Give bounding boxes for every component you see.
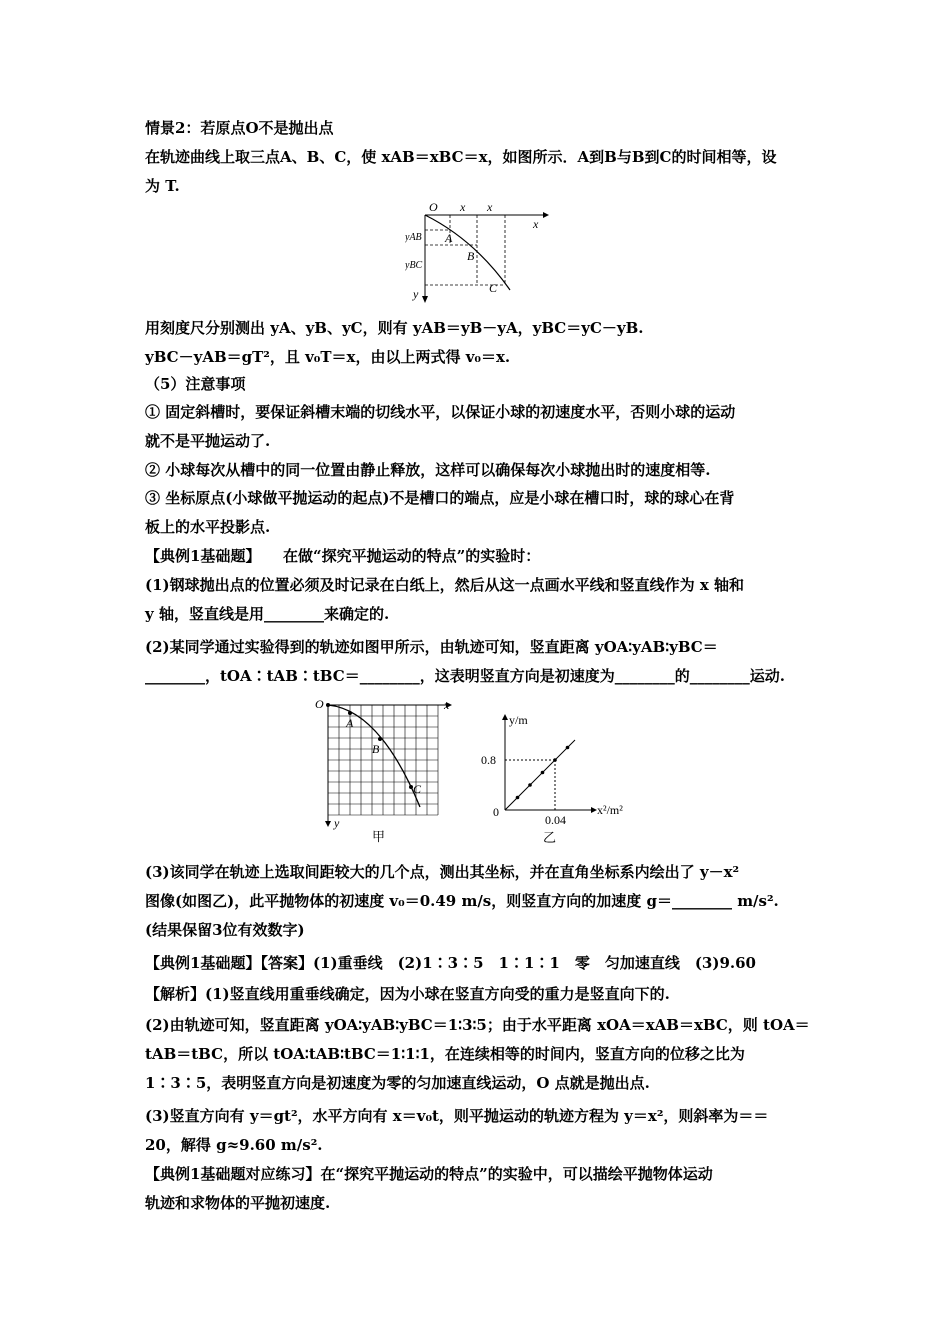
text-line: 【典例1基础题】【答案】(1)重垂线 (2)1∶3∶5 1∶1∶1 零 匀加速直线 (3)9.60: [145, 954, 756, 972]
text-line: 【典例1基础题】 在做“探究平抛运动的特点”的实验时：: [145, 547, 541, 565]
label-ybc: yBC: [405, 260, 423, 271]
text-line: 图像(如图乙)，此平抛物体的初速度 v₀＝0.49 m/s，则竖直方向的加速度 g＝________ m/s².: [145, 892, 779, 910]
label-o: O: [429, 200, 438, 214]
data-point: [541, 771, 545, 775]
data-point: [516, 796, 520, 800]
tick-y: 0.8: [481, 753, 496, 767]
text-line: tAB＝tBC，所以 tOA∶tAB∶tBC＝1∶1∶1，在连续相等的时间内，竖直方向的位移之比为: [145, 1045, 745, 1063]
text-line: y 轴，竖直线是用________来确定的.: [145, 605, 390, 623]
y-label: y/m: [509, 713, 528, 727]
text-line: (2)某同学通过实验得到的轨迹如图甲所示，由轨迹可知，竖直距离 yOA∶yAB∶yBC＝: [145, 638, 718, 656]
text-line: 板上的水平投影点.: [145, 518, 271, 536]
text-line: yBC－yAB＝gT²，且 v₀T＝x，由以上两式得 v₀＝x.: [145, 348, 511, 366]
text-line: 【解析】(1)竖直线用重垂线确定，因为小球在竖直方向受的重力是竖直向下的.: [145, 985, 670, 1003]
text-line: ② 小球每次从槽中的同一位置由静止释放，这样可以确保每次小球抛出时的速度相等.: [145, 461, 711, 479]
label-b: B: [467, 249, 475, 263]
text-line: ________，tOA∶tAB∶tBC＝________，这表明竖直方向是初速度为________的________运动.: [145, 667, 785, 685]
label-x2: x: [487, 200, 493, 214]
text-line: （5）注意事项: [145, 375, 246, 393]
label-yab: yAB: [405, 232, 422, 243]
text-line: (结果保留3位有效数字): [145, 921, 305, 939]
text-line: 【典例1基础题对应练习】在“探究平抛运动的特点”的实验中，可以描绘平抛物体运动: [145, 1165, 713, 1183]
label-c: C: [413, 782, 422, 796]
label-o: O: [315, 697, 324, 711]
text-line: ① 固定斜槽时，要保证斜槽末端的切线水平，以保证小球的初速度水平，否则小球的运动: [145, 403, 736, 421]
caption-jia: 甲: [372, 829, 386, 844]
data-point: [528, 783, 532, 787]
text-line: 20，解得 g≈9.60 m/s².: [145, 1136, 323, 1154]
figure-grid-trajectory: [310, 695, 460, 845]
text-line: (3)该同学在轨迹上选取间距较大的几个点，测出其坐标，并在直角坐标系内绘出了 y－x²: [145, 863, 740, 881]
label-b: B: [372, 742, 380, 756]
text-line: 情景2：若原点O不是抛出点: [145, 119, 334, 137]
text-line: 就不是平抛运动了.: [145, 432, 271, 450]
label-a: A: [346, 716, 354, 730]
text-line: 轨迹和求物体的平抛初速度.: [145, 1194, 331, 1212]
text-line: (1)钢球抛出点的位置必须及时记录在白纸上，然后从这一点画水平线和竖直线作为 x 轴和: [145, 576, 745, 594]
caption-yi: 乙: [543, 830, 557, 845]
x-label: x²/m²: [597, 803, 623, 817]
label-a: A: [445, 231, 453, 245]
text-line: (2)由轨迹可知，竖直距离 yOA∶yAB∶yBC＝1∶3∶5；由于水平距离 xOA＝xAB＝xBC，则 tOA＝: [145, 1016, 810, 1034]
text-line: 为 T.: [145, 177, 180, 195]
data-point: [566, 746, 570, 750]
label-x-axis: x: [533, 217, 539, 231]
chart-y-x2: [475, 710, 645, 845]
fit-line: [505, 740, 575, 810]
label-y-axis: y: [334, 816, 340, 830]
label-c: C: [489, 281, 498, 295]
figure-trajectory-abc: [405, 200, 550, 305]
label-x-axis: x: [444, 698, 450, 712]
data-point: [553, 758, 557, 762]
text-line: 用刻度尺分别测出 yA、yB、yC，则有 yAB＝yB－yA，yBC＝yC－yB.: [145, 319, 644, 337]
text-line: (3)竖直方向有 y＝gt²，水平方向有 x＝v₀t，则平抛运动的轨迹方程为 y＝x²，则斜率为＝＝: [145, 1107, 769, 1125]
label-x1: x: [460, 200, 466, 214]
text-line: 1∶3∶5，表明竖直方向是初速度为零的匀加速直线运动，O 点就是抛出点.: [145, 1074, 650, 1092]
text-line: ③ 坐标原点(小球做平抛运动的起点)不是槽口的端点，应是小球在槽口时，球的球心在背: [145, 489, 735, 507]
label-y-axis: y: [413, 287, 419, 301]
text-line: 在轨迹曲线上取三点A、B、C，使 xAB＝xBC＝x，如图所示．A到B与B到C的时间相等，设: [145, 148, 777, 166]
origin-label: 0: [493, 805, 499, 819]
tick-x: 0.04: [545, 813, 566, 827]
